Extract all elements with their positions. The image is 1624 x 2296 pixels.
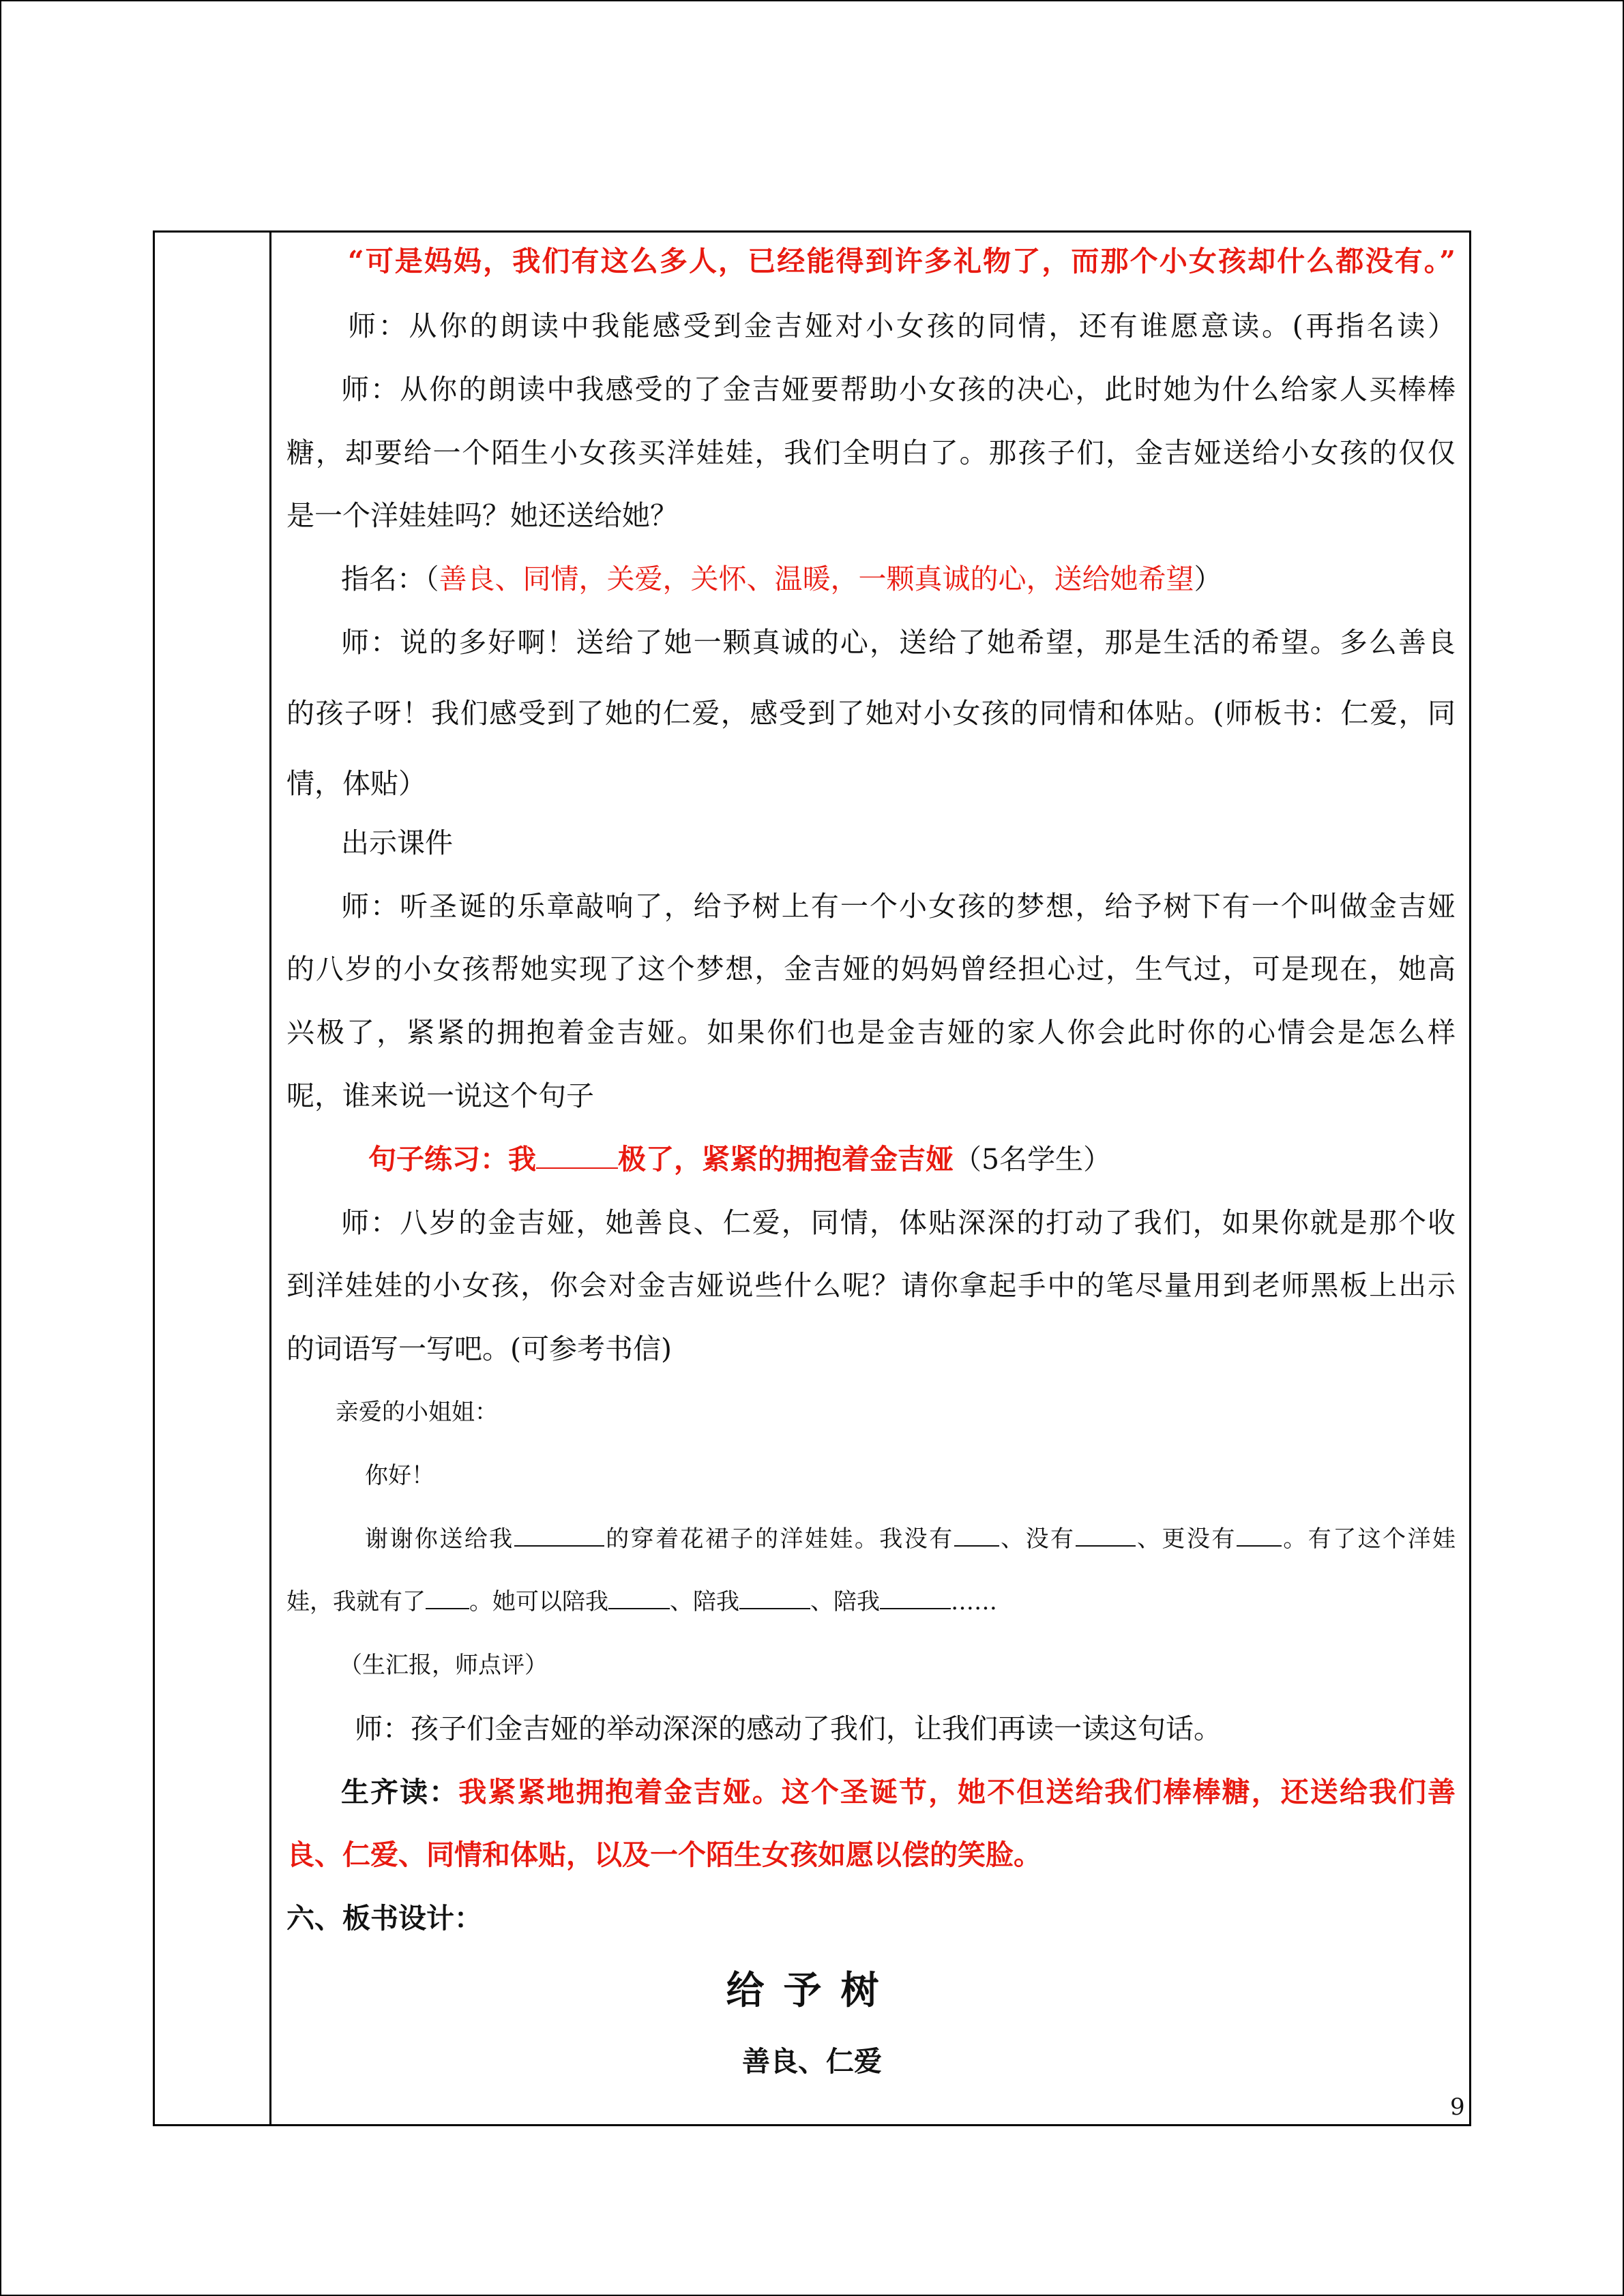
text-line: 糖，却要给一个陌生小女孩买洋娃娃，我们全明白了。那孩子们，金吉娅送给小女孩的仅仅 [286, 436, 1456, 469]
text-line: 师：八岁的金吉娅，她善良、仁爱，同情，体贴深深的打动了我们，如果你就是那个收 [341, 1206, 1456, 1239]
page-number: 9 [1450, 2093, 1465, 2121]
answer-suffix: ） [1194, 563, 1222, 595]
answer-prefix: 指名：（ [341, 563, 439, 595]
fill-blank [1076, 1522, 1136, 1547]
text-line: 情，体贴） [286, 767, 426, 800]
text-line: （生汇报，师点评） [339, 1652, 548, 1679]
exercise-note: （5名学生） [954, 1143, 1112, 1176]
exercise-prefix: 句子练习：我 [368, 1143, 536, 1176]
fill-blank [1237, 1522, 1282, 1547]
text-line: 的孩子呀！我们感受到了她的仁爱，感受到了她对小女孩的同情和体贴。(师板书：仁爱，同 [286, 697, 1456, 730]
text-line: 的八岁的小女孩帮她实现了这个梦想，金吉娅的妈妈曾经担心过，生气过，可是现在，她高 [286, 953, 1456, 985]
choral-text: 我紧紧地拥抱着金吉娅。这个圣诞节，她不但送给我们棒棒糖，还送给我们善 [458, 1776, 1456, 1808]
text-line: 兴极了，紧紧的拥抱着金吉娅。如果你们也是金吉娅的家人你会此时你的心情会是怎么样 [286, 1016, 1456, 1049]
text-line: 师：从你的朗读中我感受的了金吉娅要帮助小女孩的决心，此时她为什么给家人买棒棒 [341, 373, 1456, 406]
text-line: 的词语写一写吧。(可参考书信) [286, 1332, 672, 1365]
board-subtitle: 善良、仁爱 [742, 2045, 882, 2078]
fill-blank [954, 1522, 999, 1547]
lesson-table [153, 230, 1471, 2126]
choral-reading [341, 1772, 1456, 1813]
text-line: 到洋娃娃的小女孩，你会对金吉娅说些什么呢？请你拿起手中的笔尽量用到老师黑板上出示 [286, 1269, 1456, 1302]
text-line: 是一个洋娃娃吗？她还送给她？ [286, 499, 678, 532]
section-heading: 六、板书设计： [286, 1902, 482, 1935]
fill-blank [608, 1585, 670, 1609]
text-line: 师：说的多好啊！送给了她一颗真诚的心，送给了她希望，那是生活的希望。多么善良 [341, 626, 1456, 659]
letter-body-line: 谢谢你送给我 的穿着花裙子的洋娃娃。我没有 、没有 、更没有 。有了这个洋娃 [365, 1519, 1456, 1560]
answer-line [341, 558, 1456, 599]
sentence-exercise [368, 1139, 1456, 1180]
fill-blank [536, 1144, 618, 1169]
answer-words: 善良、同情，关爱，关怀、温暖，一颗真诚的心，送给她希望 [439, 563, 1194, 595]
text-line: 师：听圣诞的乐章敲响了，给予树上有一个小女孩的梦想，给予树下有一个叫做金吉娅 [341, 890, 1456, 923]
column-divider [269, 233, 271, 2124]
fill-blank [880, 1585, 951, 1609]
letter-salutation: 亲爱的小姐姐： [336, 1399, 498, 1426]
board-title: 给予树 [726, 1968, 898, 2013]
text-line: 呢，谁来说一说这个句子 [286, 1079, 594, 1112]
text-line: 出示课件 [341, 826, 453, 859]
fill-blank [426, 1585, 469, 1609]
choral-label: 生齐读： [341, 1776, 459, 1808]
text-line: 师：孩子们金吉娅的举动深深的感动了我们，让我们再读一读这句话。 [355, 1712, 1222, 1745]
fill-blank [739, 1585, 810, 1609]
quote-line: “可是妈妈，我们有这么多人，已经能得到许多礼物了，而那个小女孩却什么都没有。” [348, 245, 1456, 278]
text-line: 师：从你的朗读中我能感受到金吉娅对小女孩的同情，还有谁愿意读。(再指名读） [348, 310, 1456, 342]
letter-greeting: 你好！ [365, 1462, 434, 1489]
exercise-text: 极了，紧紧的拥抱着金吉娅 [618, 1143, 954, 1176]
fill-blank [514, 1522, 604, 1547]
letter-body-line: 娃，我就有了 。她可以陪我 、陪我 、陪我 …… [286, 1581, 1456, 1622]
choral-text-cont: 良、仁爱、同情和体贴，以及一个陌生女孩如愿以偿的笑脸。 [286, 1838, 1042, 1871]
